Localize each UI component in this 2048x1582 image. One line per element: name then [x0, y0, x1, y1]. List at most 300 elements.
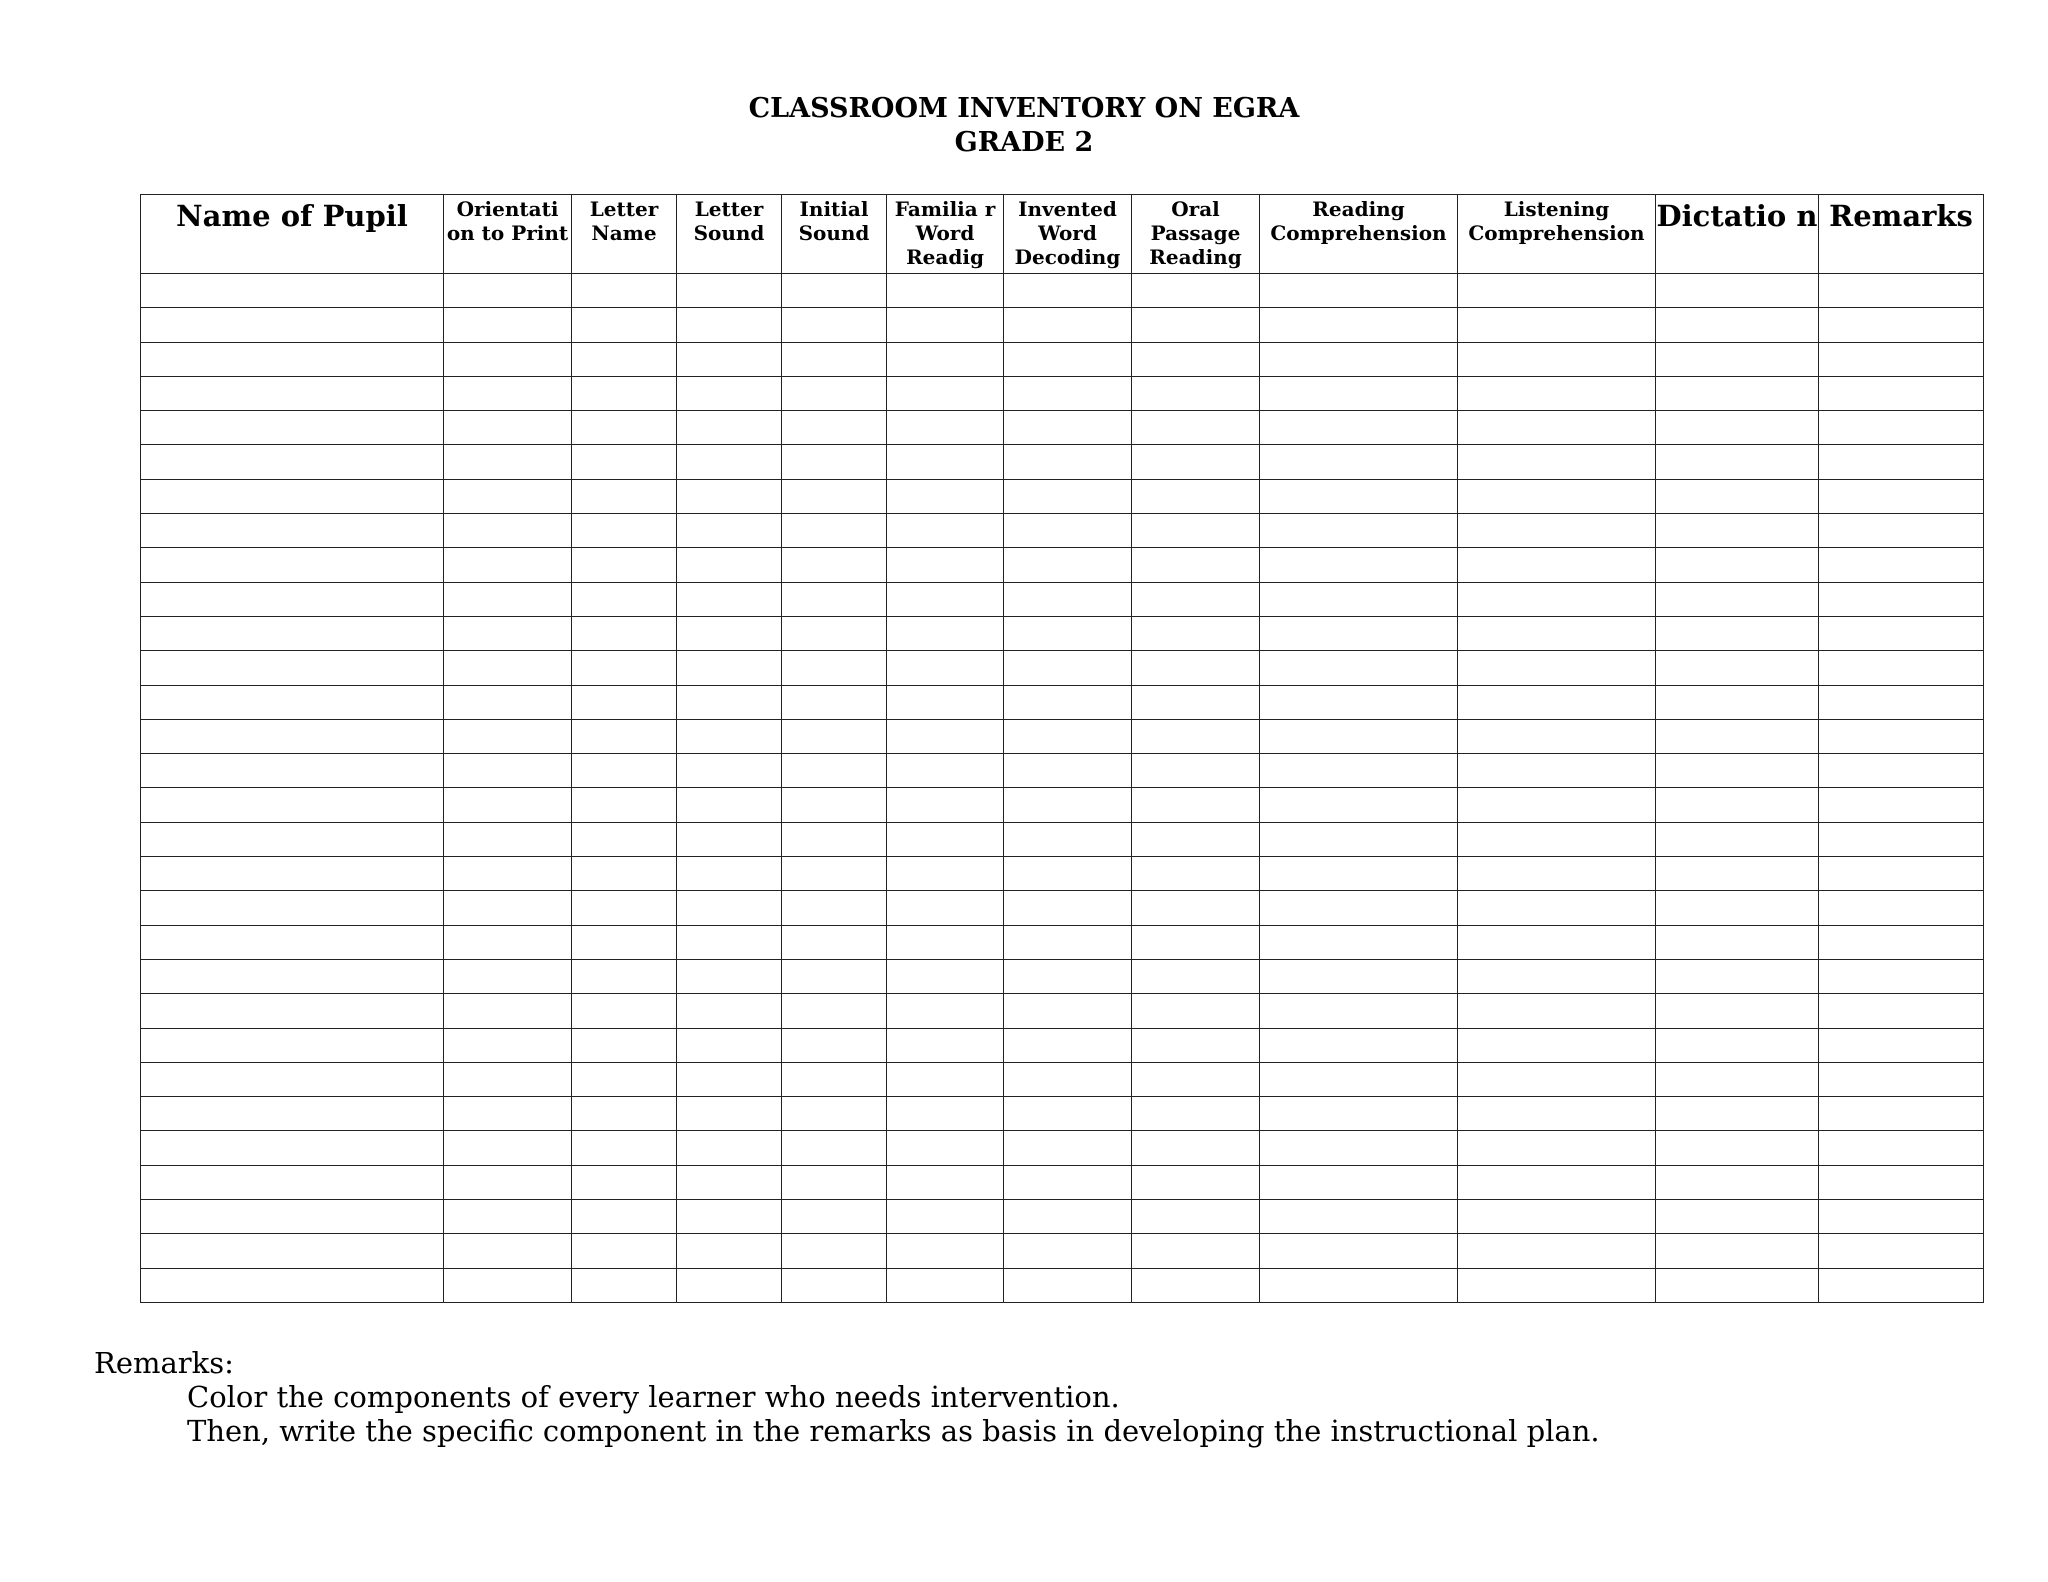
table-cell[interactable] [1819, 891, 1984, 925]
table-cell[interactable] [782, 616, 887, 650]
table-cell[interactable] [1656, 959, 1819, 993]
table-cell[interactable] [141, 1062, 444, 1096]
table-cell[interactable] [677, 1268, 782, 1302]
table-cell[interactable] [1004, 514, 1132, 548]
table-cell[interactable] [1458, 959, 1656, 993]
table-cell[interactable] [444, 616, 572, 650]
table-cell[interactable] [677, 959, 782, 993]
table-cell[interactable] [887, 1097, 1004, 1131]
table-cell[interactable] [1132, 754, 1260, 788]
table-cell[interactable] [1132, 514, 1260, 548]
table-cell[interactable] [572, 754, 677, 788]
table-cell[interactable] [1819, 308, 1984, 342]
table-cell[interactable] [782, 411, 887, 445]
table-cell[interactable] [782, 685, 887, 719]
table-cell[interactable] [1656, 1028, 1819, 1062]
table-cell[interactable] [887, 274, 1004, 308]
table-cell[interactable] [1458, 857, 1656, 891]
table-cell[interactable] [572, 891, 677, 925]
table-cell[interactable] [141, 891, 444, 925]
table-cell[interactable] [1260, 274, 1458, 308]
table-cell[interactable] [1458, 342, 1656, 376]
table-cell[interactable] [1458, 582, 1656, 616]
table-cell[interactable] [782, 1062, 887, 1096]
table-cell[interactable] [572, 445, 677, 479]
table-cell[interactable] [141, 308, 444, 342]
table-cell[interactable] [677, 445, 782, 479]
table-cell[interactable] [141, 719, 444, 753]
table-cell[interactable] [1004, 1062, 1132, 1096]
table-cell[interactable] [887, 616, 1004, 650]
table-cell[interactable] [1004, 925, 1132, 959]
table-cell[interactable] [782, 274, 887, 308]
table-cell[interactable] [782, 445, 887, 479]
table-cell[interactable] [782, 857, 887, 891]
table-cell[interactable] [677, 308, 782, 342]
table-cell[interactable] [1458, 685, 1656, 719]
table-cell[interactable] [1132, 411, 1260, 445]
table-cell[interactable] [1004, 376, 1132, 410]
table-cell[interactable] [782, 1165, 887, 1199]
table-cell[interactable] [887, 857, 1004, 891]
table-cell[interactable] [1458, 274, 1656, 308]
table-cell[interactable] [887, 994, 1004, 1028]
table-cell[interactable] [572, 959, 677, 993]
table-cell[interactable] [572, 1234, 677, 1268]
table-cell[interactable] [572, 616, 677, 650]
table-cell[interactable] [1004, 308, 1132, 342]
table-cell[interactable] [1132, 308, 1260, 342]
table-cell[interactable] [1656, 857, 1819, 891]
table-cell[interactable] [887, 582, 1004, 616]
table-cell[interactable] [1656, 1268, 1819, 1302]
table-cell[interactable] [1656, 822, 1819, 856]
table-cell[interactable] [887, 822, 1004, 856]
table-cell[interactable] [572, 719, 677, 753]
table-cell[interactable] [1656, 1131, 1819, 1165]
table-cell[interactable] [677, 719, 782, 753]
table-cell[interactable] [1260, 376, 1458, 410]
table-cell[interactable] [1458, 445, 1656, 479]
table-cell[interactable] [782, 514, 887, 548]
table-cell[interactable] [1260, 822, 1458, 856]
table-cell[interactable] [1260, 514, 1458, 548]
table-cell[interactable] [1819, 685, 1984, 719]
table-cell[interactable] [572, 925, 677, 959]
table-cell[interactable] [1004, 788, 1132, 822]
table-cell[interactable] [887, 342, 1004, 376]
table-cell[interactable] [572, 308, 677, 342]
table-cell[interactable] [1132, 479, 1260, 513]
table-cell[interactable] [444, 1028, 572, 1062]
table-cell[interactable] [444, 548, 572, 582]
table-cell[interactable] [782, 719, 887, 753]
table-cell[interactable] [1260, 1131, 1458, 1165]
table-cell[interactable] [1260, 719, 1458, 753]
table-cell[interactable] [887, 308, 1004, 342]
table-cell[interactable] [1132, 685, 1260, 719]
table-cell[interactable] [1458, 479, 1656, 513]
table-cell[interactable] [444, 1097, 572, 1131]
table-cell[interactable] [677, 1234, 782, 1268]
table-cell[interactable] [141, 445, 444, 479]
table-cell[interactable] [887, 685, 1004, 719]
table-cell[interactable] [1260, 308, 1458, 342]
table-cell[interactable] [141, 959, 444, 993]
table-cell[interactable] [1458, 1028, 1656, 1062]
table-cell[interactable] [1004, 891, 1132, 925]
table-cell[interactable] [1656, 719, 1819, 753]
table-cell[interactable] [572, 548, 677, 582]
table-cell[interactable] [1260, 959, 1458, 993]
table-cell[interactable] [677, 1062, 782, 1096]
table-cell[interactable] [677, 891, 782, 925]
table-cell[interactable] [1260, 925, 1458, 959]
table-cell[interactable] [1260, 342, 1458, 376]
table-cell[interactable] [1004, 274, 1132, 308]
table-cell[interactable] [677, 754, 782, 788]
table-cell[interactable] [1004, 1200, 1132, 1234]
table-cell[interactable] [1458, 891, 1656, 925]
table-cell[interactable] [444, 651, 572, 685]
table-cell[interactable] [1458, 1165, 1656, 1199]
table-cell[interactable] [1458, 376, 1656, 410]
table-cell[interactable] [572, 1268, 677, 1302]
table-cell[interactable] [1819, 1200, 1984, 1234]
table-cell[interactable] [1260, 1165, 1458, 1199]
table-cell[interactable] [1819, 548, 1984, 582]
table-cell[interactable] [1132, 959, 1260, 993]
table-cell[interactable] [887, 411, 1004, 445]
table-cell[interactable] [1132, 1200, 1260, 1234]
table-cell[interactable] [444, 376, 572, 410]
table-cell[interactable] [1458, 1268, 1656, 1302]
table-cell[interactable] [141, 616, 444, 650]
table-cell[interactable] [887, 1268, 1004, 1302]
table-cell[interactable] [677, 925, 782, 959]
table-cell[interactable] [887, 514, 1004, 548]
table-cell[interactable] [572, 376, 677, 410]
table-cell[interactable] [1004, 719, 1132, 753]
table-cell[interactable] [141, 1131, 444, 1165]
table-cell[interactable] [1458, 308, 1656, 342]
table-cell[interactable] [444, 411, 572, 445]
table-cell[interactable] [444, 274, 572, 308]
table-cell[interactable] [141, 651, 444, 685]
table-cell[interactable] [1004, 685, 1132, 719]
table-cell[interactable] [1004, 411, 1132, 445]
table-cell[interactable] [572, 1062, 677, 1096]
table-cell[interactable] [1004, 548, 1132, 582]
table-cell[interactable] [887, 548, 1004, 582]
table-cell[interactable] [1132, 274, 1260, 308]
table-cell[interactable] [1004, 1131, 1132, 1165]
table-cell[interactable] [887, 925, 1004, 959]
table-cell[interactable] [677, 857, 782, 891]
table-cell[interactable] [782, 925, 887, 959]
table-cell[interactable] [141, 548, 444, 582]
table-cell[interactable] [444, 1234, 572, 1268]
table-cell[interactable] [1819, 857, 1984, 891]
table-cell[interactable] [444, 994, 572, 1028]
table-cell[interactable] [572, 1200, 677, 1234]
table-cell[interactable] [1656, 445, 1819, 479]
table-cell[interactable] [1004, 1234, 1132, 1268]
table-cell[interactable] [782, 582, 887, 616]
table-cell[interactable] [141, 994, 444, 1028]
table-cell[interactable] [1132, 788, 1260, 822]
table-cell[interactable] [1656, 1165, 1819, 1199]
table-cell[interactable] [1004, 651, 1132, 685]
table-cell[interactable] [1656, 616, 1819, 650]
table-cell[interactable] [1458, 994, 1656, 1028]
table-cell[interactable] [782, 548, 887, 582]
table-cell[interactable] [782, 1268, 887, 1302]
table-cell[interactable] [782, 342, 887, 376]
table-cell[interactable] [677, 342, 782, 376]
table-cell[interactable] [141, 754, 444, 788]
table-cell[interactable] [572, 1165, 677, 1199]
table-cell[interactable] [1260, 1268, 1458, 1302]
table-cell[interactable] [1458, 925, 1656, 959]
table-cell[interactable] [1132, 925, 1260, 959]
table-cell[interactable] [887, 479, 1004, 513]
table-cell[interactable] [444, 1165, 572, 1199]
table-cell[interactable] [572, 479, 677, 513]
table-cell[interactable] [887, 891, 1004, 925]
table-cell[interactable] [677, 514, 782, 548]
table-cell[interactable] [1260, 754, 1458, 788]
table-cell[interactable] [572, 994, 677, 1028]
table-cell[interactable] [141, 514, 444, 548]
table-cell[interactable] [887, 719, 1004, 753]
table-cell[interactable] [1458, 719, 1656, 753]
table-cell[interactable] [1004, 994, 1132, 1028]
table-cell[interactable] [1458, 514, 1656, 548]
table-cell[interactable] [1132, 891, 1260, 925]
table-cell[interactable] [1656, 376, 1819, 410]
table-cell[interactable] [141, 1268, 444, 1302]
table-cell[interactable] [782, 1131, 887, 1165]
table-cell[interactable] [1004, 1028, 1132, 1062]
table-cell[interactable] [1819, 651, 1984, 685]
table-cell[interactable] [141, 274, 444, 308]
table-cell[interactable] [782, 1097, 887, 1131]
table-cell[interactable] [782, 822, 887, 856]
table-cell[interactable] [1819, 514, 1984, 548]
table-cell[interactable] [572, 651, 677, 685]
table-cell[interactable] [1819, 411, 1984, 445]
table-cell[interactable] [1004, 822, 1132, 856]
table-cell[interactable] [1132, 857, 1260, 891]
table-cell[interactable] [1132, 548, 1260, 582]
table-cell[interactable] [677, 1131, 782, 1165]
table-cell[interactable] [1132, 582, 1260, 616]
table-cell[interactable] [887, 1165, 1004, 1199]
table-cell[interactable] [1132, 651, 1260, 685]
table-cell[interactable] [141, 1200, 444, 1234]
table-cell[interactable] [1132, 1234, 1260, 1268]
table-cell[interactable] [1260, 445, 1458, 479]
table-cell[interactable] [1819, 719, 1984, 753]
table-cell[interactable] [1819, 479, 1984, 513]
table-cell[interactable] [444, 754, 572, 788]
table-cell[interactable] [1458, 1200, 1656, 1234]
table-cell[interactable] [1656, 308, 1819, 342]
table-cell[interactable] [1819, 1097, 1984, 1131]
table-cell[interactable] [887, 1234, 1004, 1268]
table-cell[interactable] [444, 959, 572, 993]
table-cell[interactable] [444, 308, 572, 342]
table-cell[interactable] [1819, 994, 1984, 1028]
table-cell[interactable] [1819, 1028, 1984, 1062]
table-cell[interactable] [1004, 959, 1132, 993]
table-cell[interactable] [1458, 548, 1656, 582]
table-cell[interactable] [677, 1165, 782, 1199]
table-cell[interactable] [1260, 1200, 1458, 1234]
table-cell[interactable] [444, 1200, 572, 1234]
table-cell[interactable] [1260, 651, 1458, 685]
table-cell[interactable] [1458, 1062, 1656, 1096]
table-cell[interactable] [1132, 616, 1260, 650]
table-cell[interactable] [1656, 1200, 1819, 1234]
table-cell[interactable] [677, 822, 782, 856]
table-cell[interactable] [141, 342, 444, 376]
table-cell[interactable] [677, 548, 782, 582]
table-cell[interactable] [1132, 1062, 1260, 1096]
table-cell[interactable] [1656, 754, 1819, 788]
table-cell[interactable] [1004, 1268, 1132, 1302]
table-cell[interactable] [141, 925, 444, 959]
table-cell[interactable] [1458, 651, 1656, 685]
table-cell[interactable] [887, 754, 1004, 788]
table-cell[interactable] [1819, 822, 1984, 856]
table-cell[interactable] [677, 685, 782, 719]
table-cell[interactable] [1132, 445, 1260, 479]
table-cell[interactable] [1458, 411, 1656, 445]
table-cell[interactable] [141, 582, 444, 616]
table-cell[interactable] [572, 1131, 677, 1165]
table-cell[interactable] [572, 788, 677, 822]
table-cell[interactable] [444, 719, 572, 753]
table-cell[interactable] [887, 1062, 1004, 1096]
table-cell[interactable] [887, 1131, 1004, 1165]
table-cell[interactable] [677, 616, 782, 650]
table-cell[interactable] [141, 685, 444, 719]
table-cell[interactable] [1004, 479, 1132, 513]
table-cell[interactable] [141, 788, 444, 822]
table-cell[interactable] [887, 788, 1004, 822]
table-cell[interactable] [1004, 445, 1132, 479]
table-cell[interactable] [572, 1097, 677, 1131]
table-cell[interactable] [782, 1028, 887, 1062]
table-cell[interactable] [1260, 891, 1458, 925]
table-cell[interactable] [444, 342, 572, 376]
table-cell[interactable] [1819, 616, 1984, 650]
table-cell[interactable] [1819, 1268, 1984, 1302]
table-cell[interactable] [1458, 1234, 1656, 1268]
table-cell[interactable] [1819, 274, 1984, 308]
table-cell[interactable] [1656, 1234, 1819, 1268]
table-cell[interactable] [141, 376, 444, 410]
table-cell[interactable] [1004, 754, 1132, 788]
table-cell[interactable] [1819, 342, 1984, 376]
table-cell[interactable] [1819, 1165, 1984, 1199]
table-cell[interactable] [1260, 479, 1458, 513]
table-cell[interactable] [677, 788, 782, 822]
table-cell[interactable] [1656, 548, 1819, 582]
table-cell[interactable] [444, 479, 572, 513]
table-cell[interactable] [1132, 342, 1260, 376]
table-cell[interactable] [572, 274, 677, 308]
table-cell[interactable] [444, 445, 572, 479]
table-cell[interactable] [1260, 1062, 1458, 1096]
table-cell[interactable] [1004, 342, 1132, 376]
table-cell[interactable] [1260, 548, 1458, 582]
table-cell[interactable] [572, 1028, 677, 1062]
table-cell[interactable] [1458, 1131, 1656, 1165]
table-cell[interactable] [1004, 1165, 1132, 1199]
table-cell[interactable] [1819, 959, 1984, 993]
table-cell[interactable] [572, 685, 677, 719]
table-cell[interactable] [677, 994, 782, 1028]
table-cell[interactable] [782, 479, 887, 513]
table-cell[interactable] [1132, 1131, 1260, 1165]
table-cell[interactable] [782, 754, 887, 788]
table-cell[interactable] [677, 411, 782, 445]
table-cell[interactable] [1819, 925, 1984, 959]
table-cell[interactable] [141, 479, 444, 513]
table-cell[interactable] [1260, 788, 1458, 822]
table-cell[interactable] [1260, 1097, 1458, 1131]
table-cell[interactable] [887, 445, 1004, 479]
table-cell[interactable] [677, 376, 782, 410]
table-cell[interactable] [1656, 788, 1819, 822]
table-cell[interactable] [141, 1097, 444, 1131]
table-cell[interactable] [1132, 1268, 1260, 1302]
table-cell[interactable] [782, 788, 887, 822]
table-cell[interactable] [1004, 616, 1132, 650]
table-cell[interactable] [677, 1097, 782, 1131]
table-cell[interactable] [1656, 1062, 1819, 1096]
table-cell[interactable] [1819, 1234, 1984, 1268]
table-cell[interactable] [1819, 754, 1984, 788]
table-cell[interactable] [1260, 616, 1458, 650]
table-cell[interactable] [1819, 1131, 1984, 1165]
table-cell[interactable] [782, 1234, 887, 1268]
table-cell[interactable] [444, 788, 572, 822]
table-cell[interactable] [141, 1028, 444, 1062]
table-cell[interactable] [572, 582, 677, 616]
table-cell[interactable] [677, 479, 782, 513]
table-cell[interactable] [572, 342, 677, 376]
table-cell[interactable] [782, 891, 887, 925]
table-cell[interactable] [1260, 685, 1458, 719]
table-cell[interactable] [1819, 445, 1984, 479]
table-cell[interactable] [1656, 411, 1819, 445]
table-cell[interactable] [444, 514, 572, 548]
table-cell[interactable] [444, 925, 572, 959]
table-cell[interactable] [444, 891, 572, 925]
table-cell[interactable] [141, 411, 444, 445]
table-cell[interactable] [1819, 1062, 1984, 1096]
table-cell[interactable] [1132, 994, 1260, 1028]
table-cell[interactable] [677, 1028, 782, 1062]
table-cell[interactable] [1819, 582, 1984, 616]
table-cell[interactable] [1656, 1097, 1819, 1131]
table-cell[interactable] [141, 1234, 444, 1268]
table-cell[interactable] [782, 994, 887, 1028]
